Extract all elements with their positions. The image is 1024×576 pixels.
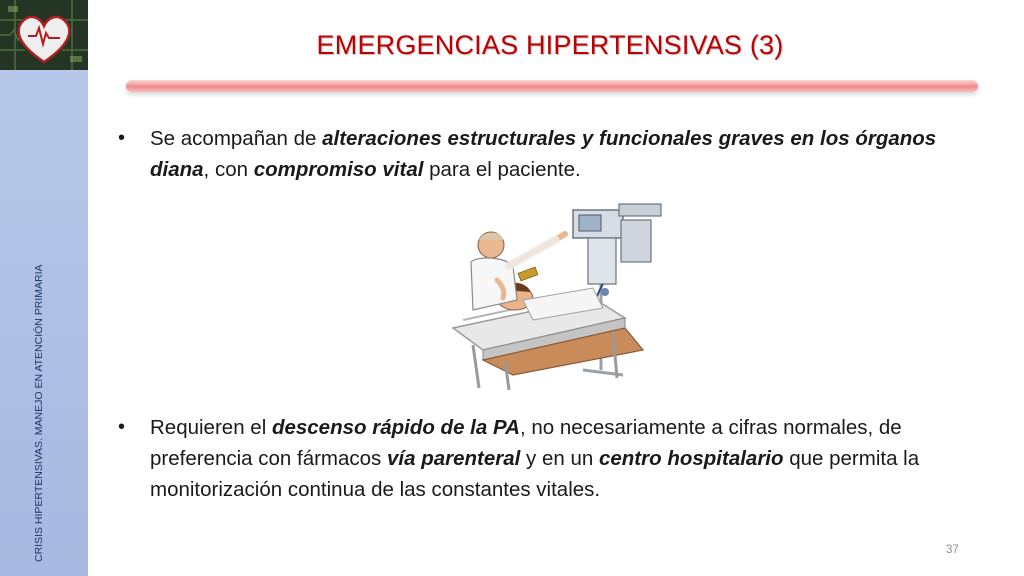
bullet-1-emphasis-a: alteraciones estructurales y funcionales graves en los órganos diana [150,127,937,181]
sidebar-caption: CRISIS HIPERTENSIVAS. MANEJO EN ATENCIÓN PRIMARIA [33,264,45,562]
page-number: 37 [946,544,959,556]
bullet-icon: • [118,416,126,438]
slide-title: EMERGENCIAS HIPERTENSIVAS (3) [316,30,784,60]
bullet-icon: • [118,127,126,149]
bullet-2-text-d: que permita la monitorización continua de las constantes vitales. [150,447,920,501]
bullet-text-1 [150,123,958,185]
title-container [120,30,980,70]
title-underline-bar [126,80,978,92]
bullet-item-1 [118,123,958,185]
bullet-item-2 [118,412,958,505]
bullet-2-emphasis-a: descenso rápido de la PA [271,416,520,439]
bullet-2-emphasis-b: vía parenteral [387,447,521,470]
bullet-2-emphasis-c: centro hospitalario [598,447,784,470]
bullet-1-text-b: , con [203,158,254,181]
bullet-1-emphasis-b: compromiso vital [253,158,424,181]
nurse-monitoring-patient-illustration-icon [443,200,665,392]
bullet-1-text-a: Se acompañan de [150,127,323,150]
heart-ecg-logo-icon [0,0,88,70]
bullet-2-text-a: Requieren el [150,416,272,439]
bullet-text-2 [150,412,958,505]
bullet-2-text-b: , no necesariamente a cifras normales, de preferencia con fármacos [150,416,902,470]
sidebar [0,0,88,576]
bullet-2-text-c: y en un [520,447,599,470]
bullet-1-text-c: para el paciente. [423,158,581,181]
